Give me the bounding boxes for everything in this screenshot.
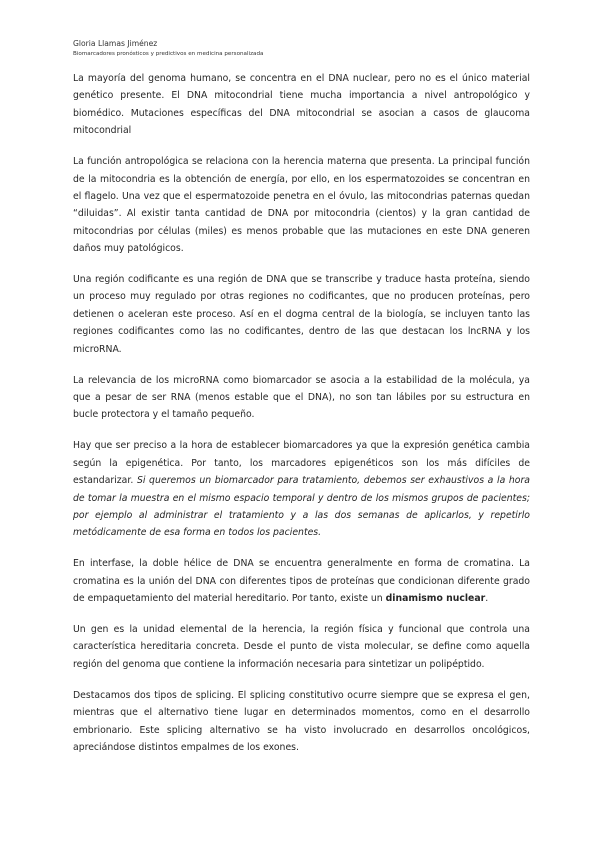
paragraph-mitochondrial-dna xyxy=(73,70,530,140)
paragraph-microrna-relevance xyxy=(73,372,530,424)
paragraph-text: La relevancia de los microRNA como biomarcador se asocia a la estabilidad de la molécula, ya que a pesar de ser RNA (menos estable que el DNA), no son tan lábiles por su estructura en bucle protectora y el tamaño pequeño. xyxy=(73,374,530,421)
paragraph-italic-text: Si queremos un biomarcador para tratamiento, debemos ser exhaustivos a la hora de tomar la muestra en el mismo espacio temporal y dentro de los mismos grupos de pacientes; por ejemplo al administrar el tratamiento y a las dos semanas de aplicarlos, y repetirlo metódicamente de esa forma en todos los pacientes. xyxy=(73,475,530,539)
paragraph-text: Un gen es la unidad elemental de la herencia, la región física y funcional que controla una característica hereditaria concreta. Desde el punto de vista molecular, se define como aquella región del genoma que contiene la información necesaria para sintetizar un polipéptido. xyxy=(73,623,530,670)
paragraph-chromatin xyxy=(73,555,530,607)
paragraph-gene-definition xyxy=(73,621,530,673)
paragraph-splicing xyxy=(73,687,530,757)
paragraph-text: La función antropológica se relaciona con la herencia materna que presenta. La principal función de la mitocondria es la obtención de energía, por ello, en los espermatozoides se concentran en el flagelo. Una vez que el espermatozoide penetra en el óvulo, las mitocondrias paternas quedan “diluidas”. Al existir tanta cantidad de DNA por mitocondria (cientos) y la gran cantidad de mitocondrias por células (miles) es menos probable que las mutaciones en este DNA generen daños muy patológicos. xyxy=(73,156,530,255)
paragraph-text: En interfase, la doble hélice de DNA se encuentra generalmente en forma de cromatina. La cromatina es la unión del DNA con diferentes tipos de proteínas que condicionan diferente grado de empaquetamiento del material hereditario. Por tanto, existe un xyxy=(73,558,530,605)
document-subtitle: Biomarcadores pronósticos y predictivos en medicina personalizada xyxy=(73,51,264,57)
page-header xyxy=(73,38,533,59)
document-body xyxy=(73,70,530,770)
paragraph-text: Destacamos dos tipos de splicing. El splicing constitutivo ocurre siempre que se expresa el gen, mientras que el alternativo tiene lugar en determinados momentos, como en el desarrollo embrionario. Este splicing alternativo se ha visto involucrado en desarrollos oncológicos, apreciándose distintos empalmes de los exones. xyxy=(73,689,530,753)
paragraph-tail: . xyxy=(485,593,489,605)
paragraph-anthropological-function xyxy=(73,153,530,257)
paragraph-coding-region xyxy=(73,271,530,358)
paragraph-text: Una región codificante es una región de DNA que se transcribe y traduce hasta proteína, siendo un proceso muy regulado por otras regiones no codificantes, que no producen proteínas, pero detienen o aceleran este proceso. Así en el dogma central de la biología, se incluyen tanto las regiones codificantes como las no codificantes, dentro de las que destacan los lncRNA y los microRNA. xyxy=(73,274,530,355)
paragraph-biomarker-precision xyxy=(73,437,530,541)
paragraph-text: Hay que ser preciso a la hora de establecer biomarcadores ya que la expresión genética cambia según la epigenética. Por tanto, los marcadores epigenéticos son los más difíciles de estandarizar. xyxy=(73,440,530,487)
paragraph-bold-term: dinamismo nuclear xyxy=(385,593,486,605)
author-name: Gloria Llamas Jiménez xyxy=(73,39,158,48)
paragraph-text: La mayoría del genoma humano, se concentra en el DNA nuclear, pero no es el único material genético presente. El DNA mitocondrial tiene mucha importancia a nivel antropológico y biomédico. Mutaciones específicas del DNA mitocondrial se asocian a casos de glaucoma mitocondrial xyxy=(73,73,530,137)
